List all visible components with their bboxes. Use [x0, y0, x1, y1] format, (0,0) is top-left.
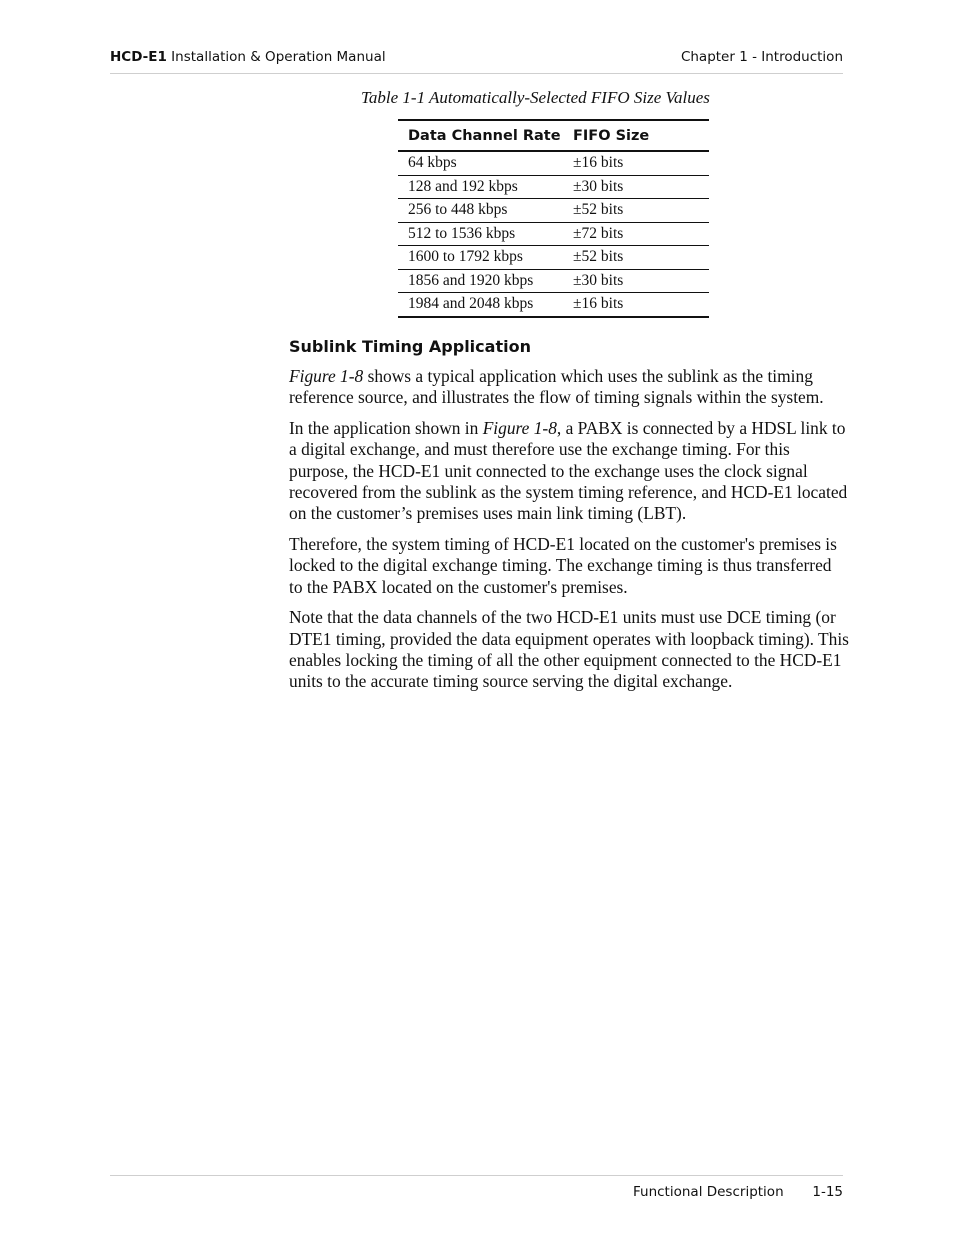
rate-cell: 512 to 1536 kbps — [398, 222, 563, 246]
chapter-title: Chapter 1 - Introduction — [680, 49, 843, 65]
paragraph: Note that the data channels of the two HCD-E1 units must use DCE timing (or DTE1 timing, provided the data equipment operates with loopback timing). This enables locking the timing of all the other equipment connected to the HCD-E1 units to the accurate timing source serving the digital exchange. — [289, 607, 849, 692]
manual-name: Installation & Operation Manual — [166, 49, 386, 65]
paragraph — [289, 418, 849, 524]
fifo-cell: ±52 bits — [563, 246, 709, 270]
rate-cell: 1600 to 1792 kbps — [398, 246, 563, 270]
figure-reference: Figure 1-8 — [289, 366, 364, 386]
fifo-size-table — [398, 119, 709, 318]
manual-title — [110, 49, 386, 65]
footer-section-name: Functional Description — [633, 1184, 784, 1200]
rate-cell: 1856 and 1920 kbps — [398, 269, 563, 293]
fifo-cell: ±30 bits — [563, 269, 709, 293]
table-row — [398, 175, 709, 199]
fifo-cell: ±16 bits — [563, 151, 709, 175]
table-row — [398, 269, 709, 293]
table-row — [398, 222, 709, 246]
table-caption: Table 1-1 Automatically-Selected FIFO Size Values — [361, 88, 710, 107]
rate-cell: 1984 and 2048 kbps — [398, 293, 563, 317]
table-row — [398, 199, 709, 223]
fifo-cell: ±30 bits — [563, 175, 709, 199]
section-heading: Sublink Timing Application — [289, 337, 531, 356]
fifo-cell: ±72 bits — [563, 222, 709, 246]
table-row — [398, 246, 709, 270]
fifo-cell: ±52 bits — [563, 199, 709, 223]
body-text — [289, 366, 849, 702]
page-header — [110, 47, 843, 74]
table-header-row — [398, 120, 709, 151]
rate-cell: 128 and 192 kbps — [398, 175, 563, 199]
rate-cell: 64 kbps — [398, 151, 563, 175]
page-number: 1-15 — [812, 1184, 843, 1200]
paragraph-text: In the application shown in — [289, 418, 483, 439]
fifo-cell: ±16 bits — [563, 293, 709, 317]
paragraph-text: , a PABX is connected by a HDSL link to a digital exchange, and must therefore use the exchange timing. For this purpose, the HCD-E1 unit connected to the exchange uses the clock signal recovered from the sublink as the system timing reference, and HCD-E1 located on the customer’s premises uses main link timing (LBT). — [289, 418, 848, 524]
page-footer — [110, 1175, 843, 1200]
column-header-fifo: FIFO Size — [573, 127, 650, 144]
figure-reference: Figure 1-8 — [482, 418, 557, 439]
table-row — [398, 151, 709, 175]
rate-cell: 256 to 448 kbps — [398, 199, 563, 223]
paragraph-text: shows a typical application which uses the sublink as the timing reference source, and illustrates the flow of timing signals within the system. — [289, 366, 824, 408]
table-row — [398, 293, 709, 317]
column-header-rate: Data Channel Rate — [408, 127, 561, 144]
paragraph: Therefore, the system timing of HCD-E1 located on the customer's premises is locked to the digital exchange timing. The exchange timing is thus transferred to the PABX located on the customer's premises. — [289, 534, 837, 597]
product-name: HCD-E1 — [110, 49, 167, 65]
paragraph — [289, 366, 849, 409]
